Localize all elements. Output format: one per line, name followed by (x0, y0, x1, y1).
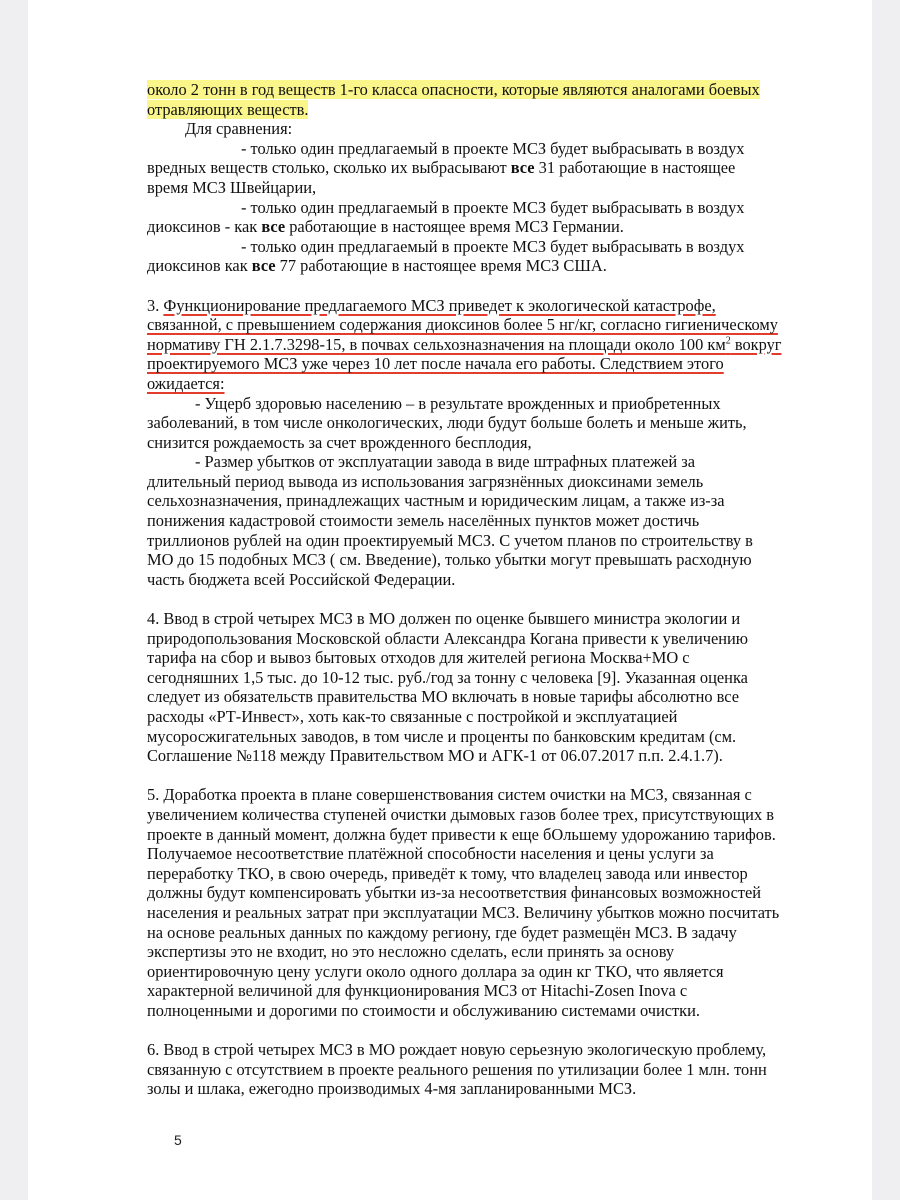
paragraph-line: 4. Ввод в строй четырех МСЗ в МО должен по оценке бывшего министра экологии и (147, 609, 741, 629)
bold-word: все (510, 158, 535, 178)
consequence-line: МО до 15 подобных МСЗ ( см. Введение), только убытки могут превышать расходную (147, 550, 752, 570)
paragraph-line: увеличением количества ступеней очистки дымовых газов более трех, присутствующих в (147, 804, 774, 824)
paragraph-line: 5. Доработка проекта в плане совершенствования систем очистки на МСЗ, связанная с (147, 785, 752, 805)
consequence-line: - Размер убытков от эксплуатации завода в виде штрафных платежей за (195, 452, 695, 472)
comparison-heading: Для сравнения: (185, 119, 293, 139)
underlined-text: проектируемого МСЗ уже через 10 лет после начала его работы. Следствием этого (147, 354, 724, 374)
consequence-line: снизится рождаемость за счет врожденного бесплодия, (147, 432, 532, 452)
paragraph-line: расходы «РТ-Инвест», хоть как-то связанные с постройкой и эксплуатацией (147, 707, 678, 726)
paragraph-line: на основе реальных данных по каждому региону, где будет размещён МСЗ. В задачу (147, 922, 737, 942)
paragraph-line: должны будут компенсировать убытки из-за несоответствия финансовых возможностей (147, 883, 762, 903)
paragraph-line: населения и реальных затрат при эксплуатации МСЗ. Величину убытков можно посчитать (147, 902, 780, 922)
consequence-line: длительный период вывода из использования загрязнённых диоксинами земель (147, 471, 704, 491)
paragraph-line: проекте в данный момент, должна будет привести к еще бОльшему удорожанию тарифов. (147, 824, 776, 844)
comparison-item-line: вредных веществ столько, сколько их выбрасывают все 31 работающие в настоящее (147, 158, 736, 178)
paragraph-line: сегодняшних 1,5 тыс. до 10-12 тыс. руб./год за тонну с человека [9]. Указанная оценка (147, 667, 748, 687)
section-6 (147, 1040, 827, 1099)
page-content (147, 80, 827, 1099)
consequence-line: часть бюджета всей Российской Федерации. (147, 569, 456, 589)
consequence-line: - Ущерб здоровью населению – в результате врожденных и приобретенных (195, 393, 721, 413)
paragraph-line: Соглашение №118 между Правительством МО и АГК-1 от 06.07.2017 п.п. 2.4.1.7). (147, 746, 723, 766)
bold-word: все (251, 256, 276, 276)
viewer-left-margin (0, 0, 28, 1200)
highlighted-paragraph (147, 80, 827, 119)
underlined-text: Функционирование предлагаемого МСЗ приведет к экологической катастрофе, (163, 295, 716, 315)
paragraph-line: золы и шлака, ежегодно производимых 4-мя запланированными МСЗ. (147, 1079, 637, 1099)
comparison-item-line: диоксинов - как все работающие в настоящее время МСЗ Германии. (147, 217, 624, 237)
highlighted-line: отравляющих веществ. (147, 99, 309, 119)
paragraph-line: природопользования Московской области Александра Когана привести к увеличению (147, 628, 749, 648)
paragraph-line: полноценными и дорогими по стоимости и обслуживанию системами очистки. (147, 1000, 701, 1020)
paragraph-line: экспертизы это не входит, но это несложно сделать, если принять за основу (147, 942, 675, 962)
comparison-item-line: - только один предлагаемый в проекте МСЗ будет выбрасывать в воздух (241, 236, 745, 256)
section-4 (147, 609, 827, 766)
paragraph-line: связанную с отсутствием в проекте реального решения по утилизации более 1 млн. тонн (147, 1059, 767, 1079)
comparison-item-line: - только один предлагаемый в проекте МСЗ будет выбрасывать в воздух (241, 197, 745, 217)
comparison-item-line: время МСЗ Швейцарии, (147, 177, 317, 197)
comparison-block (147, 119, 827, 276)
superscript: 2 (725, 335, 731, 347)
comparison-item-line: - только один предлагаемый в проекте МСЗ будет выбрасывать в воздух (241, 138, 745, 158)
comparison-item-line: диоксинов как все 77 работающие в настоящее время МСЗ США. (147, 256, 607, 276)
viewer-right-margin (872, 0, 900, 1200)
underlined-text: связанной, с превышением содержания диоксинов более 5 нг/кг, согласно гигиеническому (147, 315, 778, 335)
document-page (28, 0, 872, 1200)
underlined-text: ожидается: (147, 373, 225, 393)
consequence-line: триллионов рублей на один проектируемый МСЗ. С учетом планов по строительству в (147, 530, 753, 550)
consequence-line: понижения кадастровой стоимости земель населённых пунктов может достичь (147, 511, 700, 531)
paragraph-line: Получаемое несоответствие платёжной способности населения и цены услуги за (147, 844, 714, 864)
underlined-text: нормативу ГН 2.1.7.3298-15, в почвах сельхозназначения на площади около 100 $км^2$ вокруг (147, 334, 782, 354)
highlighted-line: около 2 тонн в год веществ 1-го класса опасности, которые являются аналогами боевых (147, 80, 760, 99)
paragraph-line: ориентировочную цену услуги около одного доллара за один кг ТКО, что является (147, 961, 724, 981)
paragraph-line: мусоросжигательных заводов, в том числе и проценты по банковским кредитам (см. (147, 726, 737, 746)
paragraph-line: 6. Ввод в строй четырех МСЗ в МО рождает новую серьезную экологическую проблему, (147, 1040, 767, 1060)
page-number: 5 (174, 1132, 182, 1148)
consequence-line: сельхозназначения, принадлежащих частным и юридическим лицам, а также из-за (147, 491, 725, 511)
paragraph-line: характерной величиной для функционирования МСЗ от Hitachi-Zosen Inova с (147, 981, 688, 1001)
paragraph-line: переработку ТКО, в свою очередь, приведёт к тому, что владелец завода или инвестор (147, 863, 748, 883)
section-number: 3. (147, 295, 164, 315)
paragraph-line: следует из обязательств правительства МО включать в новые тарифы абсолютно все (147, 687, 740, 707)
bold-word: все (261, 217, 286, 237)
section-5 (147, 785, 827, 1020)
paragraph-line: тарифа на сбор и вывоз бытовых отходов для жителей региона Москва+МО с (147, 648, 690, 668)
section-3 (147, 296, 827, 590)
consequence-line: заболеваний, в том числе онкологических, люди будут больше болеть и меньше жить, (147, 413, 747, 433)
